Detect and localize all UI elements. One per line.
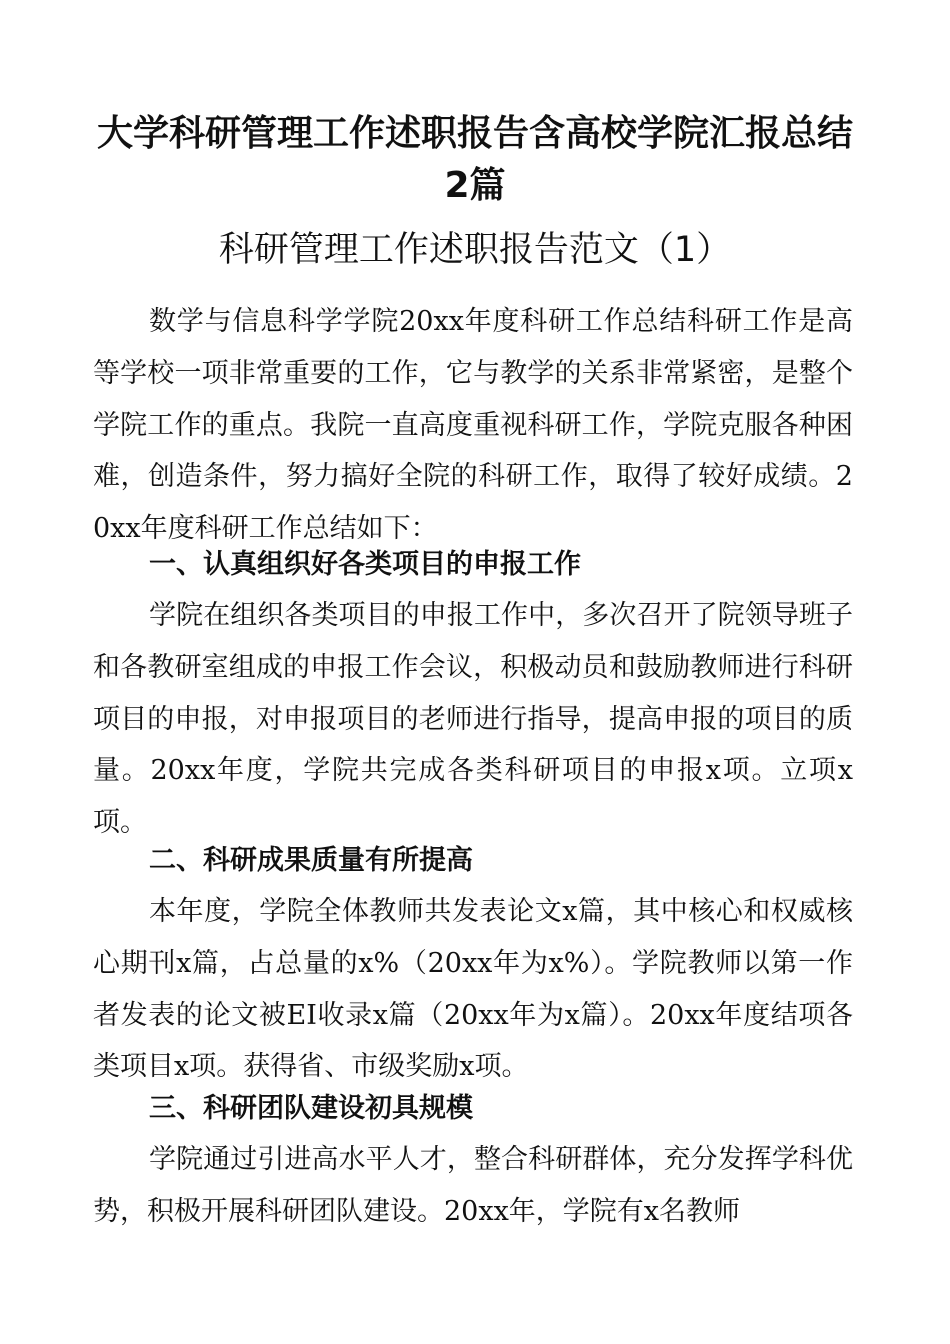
document-title: 大学科研管理工作述职报告含高校学院汇报总结2篇 xyxy=(96,113,853,206)
section-2-paragraph: 本年度，学院全体教师共发表论文x篇，其中核心和权威核心期刊x篇，占总量的x%（20xx年为x%）。学院教师以第一作者发表的论文被EI收录x篇（20xx年为x篇）。20xx年度结项各类项目x项。获得省、市级奖励x项。 xyxy=(93,896,853,1083)
section-3-heading: 三、科研团队建设初具规模 xyxy=(149,1093,473,1124)
section-2-heading: 二、科研成果质量有所提高 xyxy=(149,845,473,876)
document-subtitle: 科研管理工作述职报告范文（1） xyxy=(218,230,732,270)
section-1-heading: 一、认真组织好各类项目的申报工作 xyxy=(149,549,581,580)
intro-paragraph: 数学与信息科学学院20xx年度科研工作总结科研工作是高等学校一项非常重要的工作，它与教学的关系非常紧密，是整个学院工作的重点。我院一直高度重视科研工作，学院克服各种困难，创造条件，努力搞好全院的科研工作，取得了较好成绩。20xx年度科研工作总结如下： xyxy=(93,306,853,545)
section-1-paragraph: 学院在组织各类项目的申报工作中，多次召开了院领导班子和各教研室组成的申报工作会议，积极动员和鼓励教师进行科研项目的申报，对申报项目的老师进行指导，提高申报的项目的质量。20xx年度，学院共完成各类科研项目的申报x项。立项x项。 xyxy=(93,600,853,839)
section-3-paragraph: 学院通过引进高水平人才，整合科研群体，充分发挥学科优势，积极开展科研团队建设。20xx年，学院有x名教师 xyxy=(93,1144,853,1227)
